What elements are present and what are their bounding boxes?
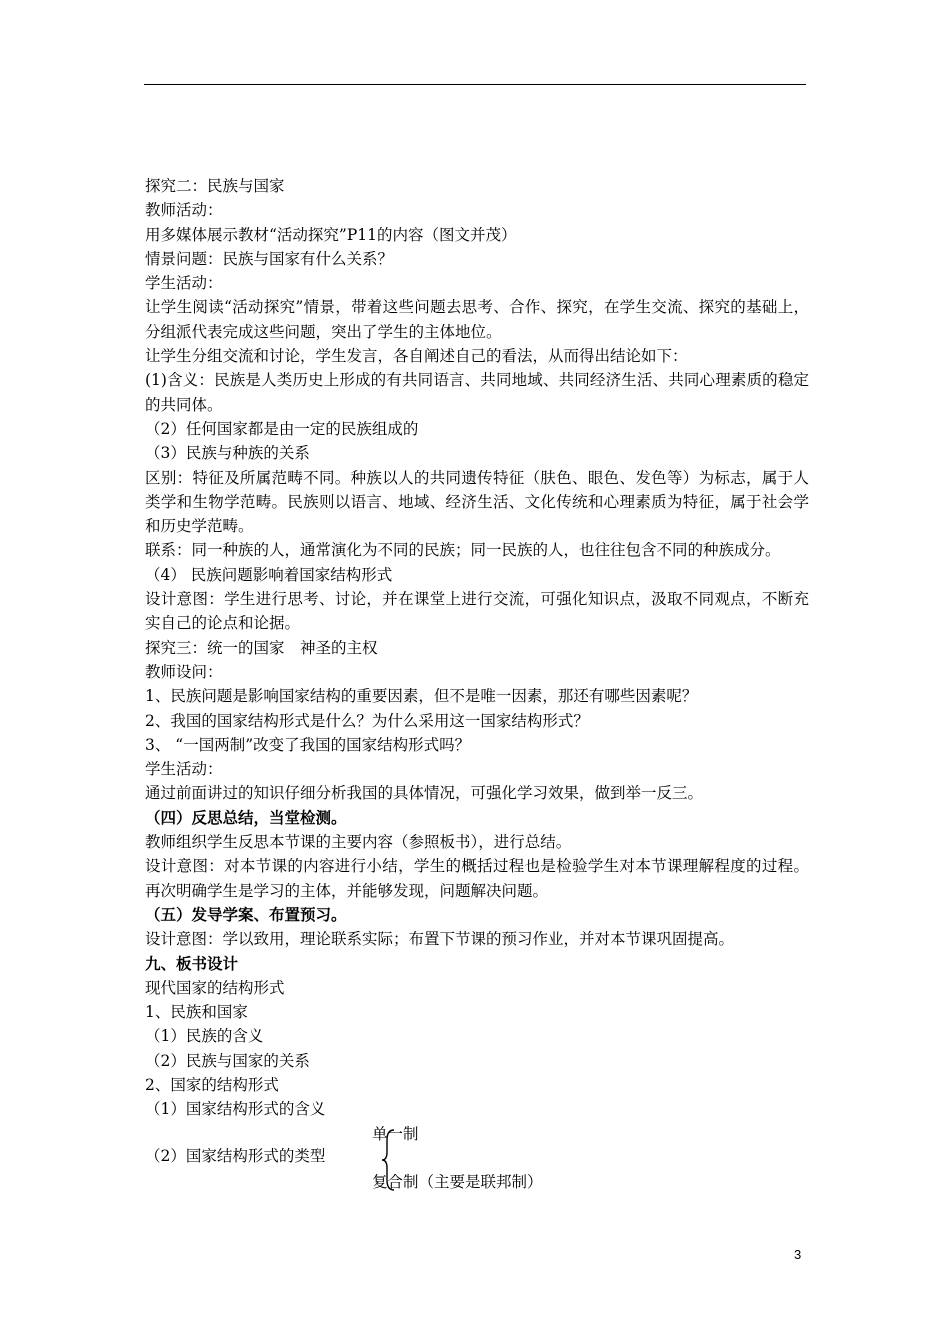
section-heading-explore-2: 探究二：民族与国家 (145, 177, 285, 195)
teacher-questions-label: 教师设问： (145, 662, 223, 681)
list-item: （2）任何国家都是由一定的民族组成的 (145, 419, 419, 438)
structure-type-compound: 复合制（主要是联邦制） (372, 1172, 543, 1191)
section-heading-preview: （五）发导学案、布置预习。 (145, 904, 347, 924)
list-item: （3）民族与种族的关系 (145, 444, 310, 463)
list-item: (1)含义：民族是人类历史上形成的有共同语言、共同地域、共同经济生活、共同心理素质的稳定的共同体。 (145, 371, 809, 414)
paragraph: 通过前面讲过的知识仔细分析我国的具体情况，可强化学习效果，做到举一反三。 (145, 784, 704, 803)
list-item: 1、民族问题是影响国家结构的重要因素，但不是唯一因素，那还有哪些因素呢？ (145, 687, 698, 706)
list-item: 3、 “一国两制”改变了我国的国家结构形式吗？ (145, 735, 471, 754)
header-rule (144, 84, 806, 85)
section-heading-board-design: 九、板书设计 (145, 953, 239, 973)
board-item: 2、国家的结构形式 (145, 1075, 279, 1094)
list-item: 2、我国的国家结构形式是什么？为什么采用这一国家结构形式？ (145, 711, 589, 730)
list-item: （4） 民族问题影响着国家结构形式 (145, 565, 393, 584)
paragraph: 让学生分组交流和讨论，学生发言，各自阐述自己的看法，从而得出结论如下： (145, 347, 688, 366)
board-item: （1）民族的含义 (145, 1027, 264, 1046)
student-activity-label: 学生活动： (145, 274, 223, 293)
paragraph: 让学生阅读“活动探究”情景，带着这些问题去思考、合作、探究，在学生交流、探究的基础上，分组派代表完成这些问题，突出了学生的主体地位。 (145, 298, 809, 341)
structure-types-label: （2）国家结构形式的类型 (145, 1146, 326, 1165)
paragraph: 联系：同一种族的人，通常演化为不同的民族；同一民族的人，也往往包含不同的种族成分。 (145, 541, 781, 560)
paragraph: 用多媒体展示教材“活动探究”P11的内容（图文并茂） (145, 225, 517, 244)
board-title: 现代国家的结构形式 (145, 978, 285, 997)
section-heading-explore-3: 探究三：统一的国家 神圣的主权 (145, 638, 378, 657)
document-body (145, 174, 809, 1196)
design-intent: 设计意图：学以致用，理论联系实际；布置下节课的预习作业，并对本节课巩固提高。 (145, 930, 735, 949)
board-item: （2）民族与国家的关系 (145, 1051, 310, 1070)
design-intent: 设计意图：学生进行思考、讨论，并在课堂上进行交流，可强化知识点，汲取不同观点，不断充实自己的论点和论据。 (145, 590, 809, 633)
section-heading-reflection: （四）反思总结，当堂检测。 (145, 807, 347, 827)
design-intent: 设计意图：对本节课的内容进行小结，学生的概括过程也是检验学生对本节课理解程度的过程。再次明确学生是学习的主体，并能够发现，问题解决问题。 (145, 857, 809, 900)
board-item: 1、民族和国家 (145, 1003, 248, 1022)
teacher-activity-label: 教师活动： (145, 201, 223, 220)
board-item: （1）国家结构形式的含义 (145, 1100, 326, 1119)
page-number: 3 (794, 1247, 802, 1262)
student-activity-label: 学生活动： (145, 760, 223, 779)
paragraph: 教师组织学生反思本节课的主要内容（参照板书），进行总结。 (145, 833, 572, 852)
structure-type-unitary: 单一制 (372, 1124, 419, 1143)
structure-types-diagram (145, 1122, 809, 1196)
paragraph: 情景问题：民族与国家有什么关系？ (145, 249, 394, 268)
paragraph: 区别：特征及所属范畴不同。种族以人的共同遗传特征（肤色、眼色、发色等）为标志，属于人类学和生物学范畴。民族则以语言、地域、经济生活、文化传统和心理素质为特征，属于社会学和历史学范畴。 (145, 468, 809, 536)
